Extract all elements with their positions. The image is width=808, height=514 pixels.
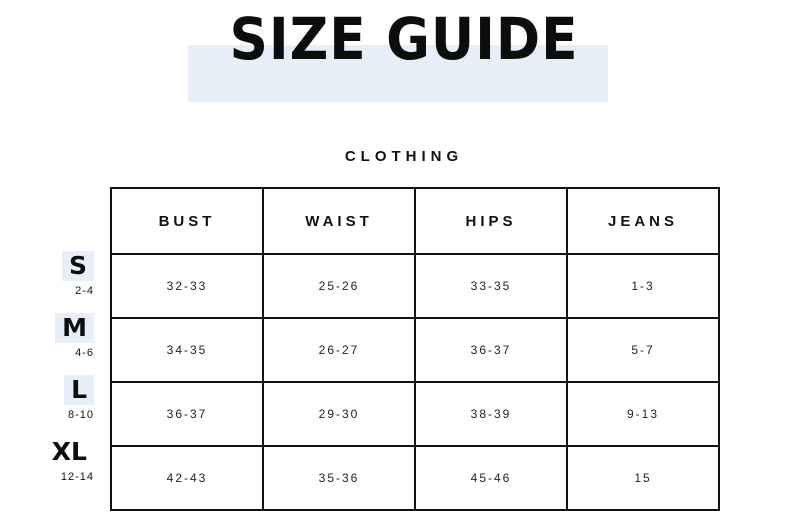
size-label-column (0, 249, 110, 497)
size-label-l-letter: L (64, 375, 94, 405)
cell-s-bust: 32-33 (111, 254, 263, 318)
size-label-l-numeric: 8-10 (67, 409, 94, 421)
table-body (111, 254, 719, 510)
cell-m-hips: 36-37 (415, 318, 567, 382)
cell-xl-waist: 35-36 (263, 446, 415, 510)
size-label-s-letter: S (62, 251, 94, 281)
cell-s-jeans: 1-3 (567, 254, 719, 318)
size-label-m-letter: M (55, 313, 94, 343)
column-header-jeans: JEANS (567, 188, 719, 254)
cell-l-waist: 29-30 (263, 382, 415, 446)
table-row (111, 382, 719, 446)
column-header-hips: HIPS (415, 188, 567, 254)
size-label-xl-numeric: 12-14 (60, 471, 94, 483)
cell-l-jeans: 9-13 (567, 382, 719, 446)
cell-m-bust: 34-35 (111, 318, 263, 382)
size-label-m-numeric: 4-6 (75, 347, 94, 359)
size-table-block (0, 187, 808, 511)
table-row (111, 446, 719, 510)
cell-s-waist: 25-26 (263, 254, 415, 318)
cell-m-waist: 26-27 (263, 318, 415, 382)
size-label-xl-letter: XL (51, 437, 87, 466)
section-heading-clothing: CLOTHING (344, 148, 464, 165)
cell-xl-hips: 45-46 (415, 446, 567, 510)
size-label-m (0, 311, 110, 373)
cell-m-jeans: 5-7 (567, 318, 719, 382)
table-header-row (111, 188, 719, 254)
table-row (111, 318, 719, 382)
table-row (111, 254, 719, 318)
cell-xl-bust: 42-43 (111, 446, 263, 510)
page-title: SIZE GUIDE (229, 5, 579, 73)
cell-s-hips: 33-35 (415, 254, 567, 318)
cell-l-bust: 36-37 (111, 382, 263, 446)
column-header-waist: WAIST (263, 188, 415, 254)
page-title-block (0, 0, 808, 120)
size-label-s-numeric: 2-4 (75, 285, 94, 297)
size-chart-table (110, 187, 720, 511)
size-label-s (0, 249, 110, 311)
cell-xl-jeans: 15 (567, 446, 719, 510)
column-header-bust: BUST (111, 188, 263, 254)
size-label-l (0, 373, 110, 435)
table-header (111, 188, 719, 254)
size-label-xl (0, 435, 110, 497)
cell-l-hips: 38-39 (415, 382, 567, 446)
